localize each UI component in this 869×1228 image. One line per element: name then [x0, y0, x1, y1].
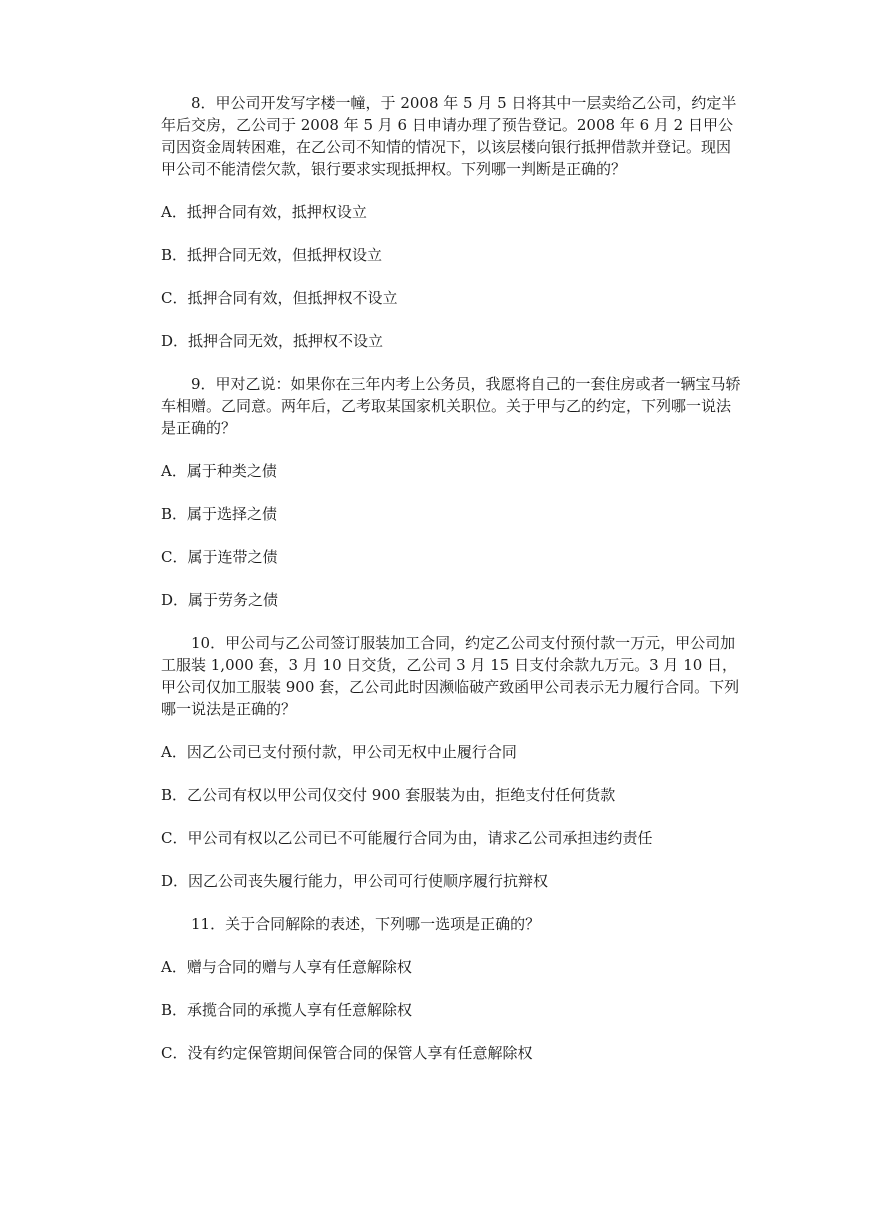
question-11: [161, 913, 741, 1064]
option-d: D．抵押合同无效，抵押权不设立: [161, 332, 384, 350]
option-b: B．承揽合同的承揽人享有任意解除权: [161, 1001, 413, 1019]
option-b: B．属于选择之债: [161, 505, 278, 523]
option-c: C．抵押合同有效，但抵押权不设立: [161, 289, 398, 307]
option-a: A．属于种类之债: [161, 462, 277, 480]
question-stem: 9．甲对乙说：如果你在三年内考上公务员，我愿将自己的一套住房或者一辆宝马轿车相赠。乙同意。两年后，乙考取某国家机关职位。关于甲与乙的约定，下列哪一说法是正确的？: [161, 375, 741, 437]
question-8: [161, 92, 741, 352]
option-d: D．属于劳务之债: [161, 591, 279, 609]
document-content: [161, 92, 741, 1085]
option-c: C．甲公司有权以乙公司已不可能履行合同为由，请求乙公司承担违约责任: [161, 829, 653, 847]
question-stem: 10．甲公司与乙公司签订服装加工合同，约定乙公司支付预付款一万元，甲公司加工服装 1,000 套，3 月 10 日交货，乙公司 3 月 15 日支付余款九万元。3 月 10 日，甲公司仅加工服装 900 套，乙公司此时因濒临破产致函甲公司表示无力履行合同。下列哪一说法是正确的？: [161, 634, 740, 718]
question-stem: 8．甲公司开发写字楼一幢，于 2008 年 5 月 5 日将其中一层卖给乙公司，约定半年后交房，乙公司于 2008 年 5 月 6 日申请办理了预告登记。2008 年 6 月 2 日甲公司因资金周转困难，在乙公司不知情的情况下，以该层楼向银行抵押借款并登记。现因甲公司不能清偿欠款，银行要求实现抵押权。下列哪一判断是正确的？: [161, 94, 737, 178]
question-10: [161, 632, 741, 892]
option-b: B．抵押合同无效，但抵押权设立: [161, 246, 383, 264]
option-c: C．属于连带之债: [161, 548, 278, 566]
option-b: B．乙公司有权以甲公司仅交付 900 套服装为由，拒绝支付任何货款: [161, 786, 616, 804]
question-9: [161, 373, 741, 611]
option-c: C．没有约定保管期间保管合同的保管人享有任意解除权: [161, 1044, 533, 1062]
option-d: D．因乙公司丧失履行能力，甲公司可行使顺序履行抗辩权: [161, 872, 549, 890]
question-stem: 11．关于合同解除的表述，下列哪一选项是正确的？: [191, 915, 541, 933]
option-a: A．因乙公司已支付预付款，甲公司无权中止履行合同: [161, 743, 517, 761]
option-a: A．抵押合同有效，抵押权设立: [161, 203, 367, 221]
option-a: A．赠与合同的赠与人享有任意解除权: [161, 958, 412, 976]
